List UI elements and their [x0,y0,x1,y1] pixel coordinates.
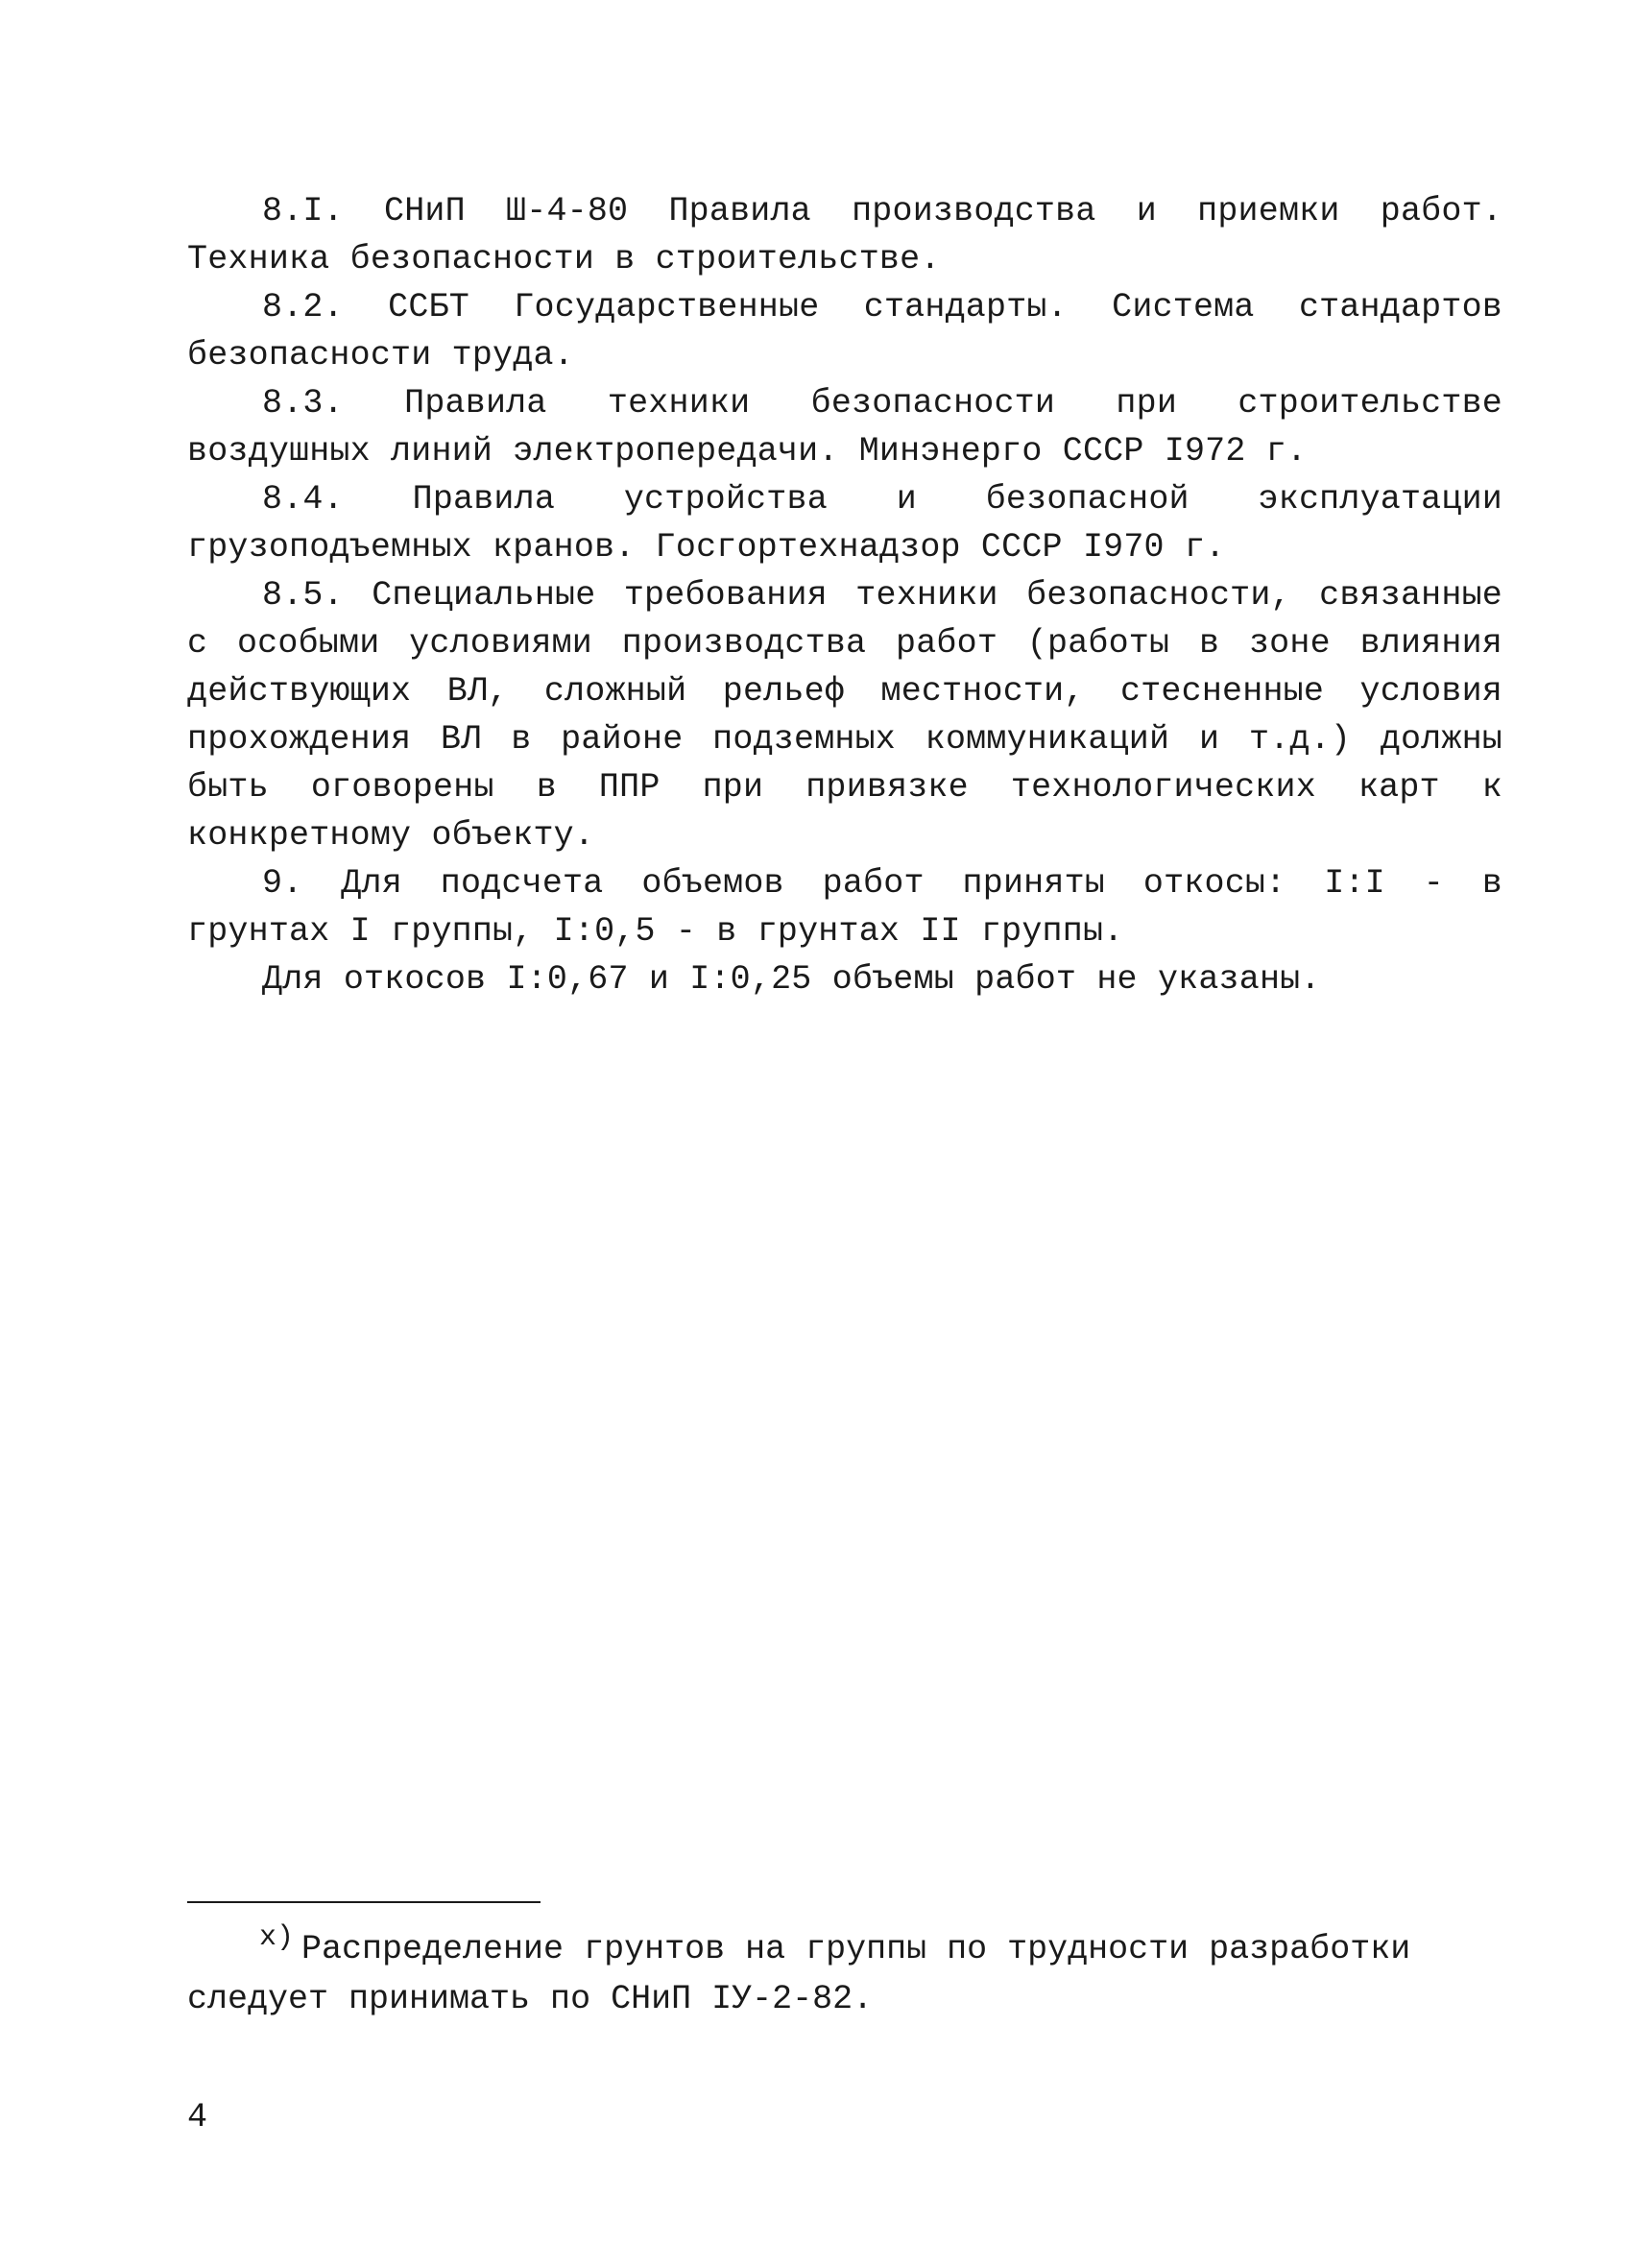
footnote-text: Распределение грунтов на группы по трудности разработки следует принимать по СНиП IУ-2-82. [187,1930,1411,2018]
paragraph-8-2: 8.2. ССБТ Государственные стандарты. Система стандартов безопасности труда. [187,288,1502,374]
paragraph-8-4: 8.4. Правила устройства и безопасной эксплуатации грузоподъемных кранов. Госгортехнадзор СССР I970 г. [187,480,1502,567]
footnote-divider [187,1901,541,1903]
page-number: 4 [187,2098,208,2136]
paragraph-8-3: 8.3. Правила техники безопасности при строительстве воздушных линий электропередачи. Минэнерго СССР I972 г. [187,384,1502,470]
paragraph-slopes-note: Для откосов I:0,67 и I:0,25 объемы работ не указаны. [262,960,1321,999]
body-text [187,187,1502,1003]
paragraph-8-5: 8.5. Специальные требования техники безопасности, связанные с особыми условиями производства работ (работы в зоне влияния действующих ВЛ, сложный рельеф местности, стесненные условия прохождения ВЛ в районе подземных коммуникаций и т.д.) должны быть оговорены в ППР при привязке технологических карт к конкретному объекту. [187,576,1502,855]
footnote-mark: x) [259,1921,295,1954]
paragraph-8-1: 8.I. СНиП Ш-4-80 Правила производства и приемки работ. Техника безопасности в строительстве. [187,192,1502,278]
paragraph-9: 9. Для подсчета объемов работ приняты откосы: I:I - в грунтах I группы, I:0,5 - в грунтах II группы. [187,864,1502,951]
footnote [187,1921,1502,2023]
